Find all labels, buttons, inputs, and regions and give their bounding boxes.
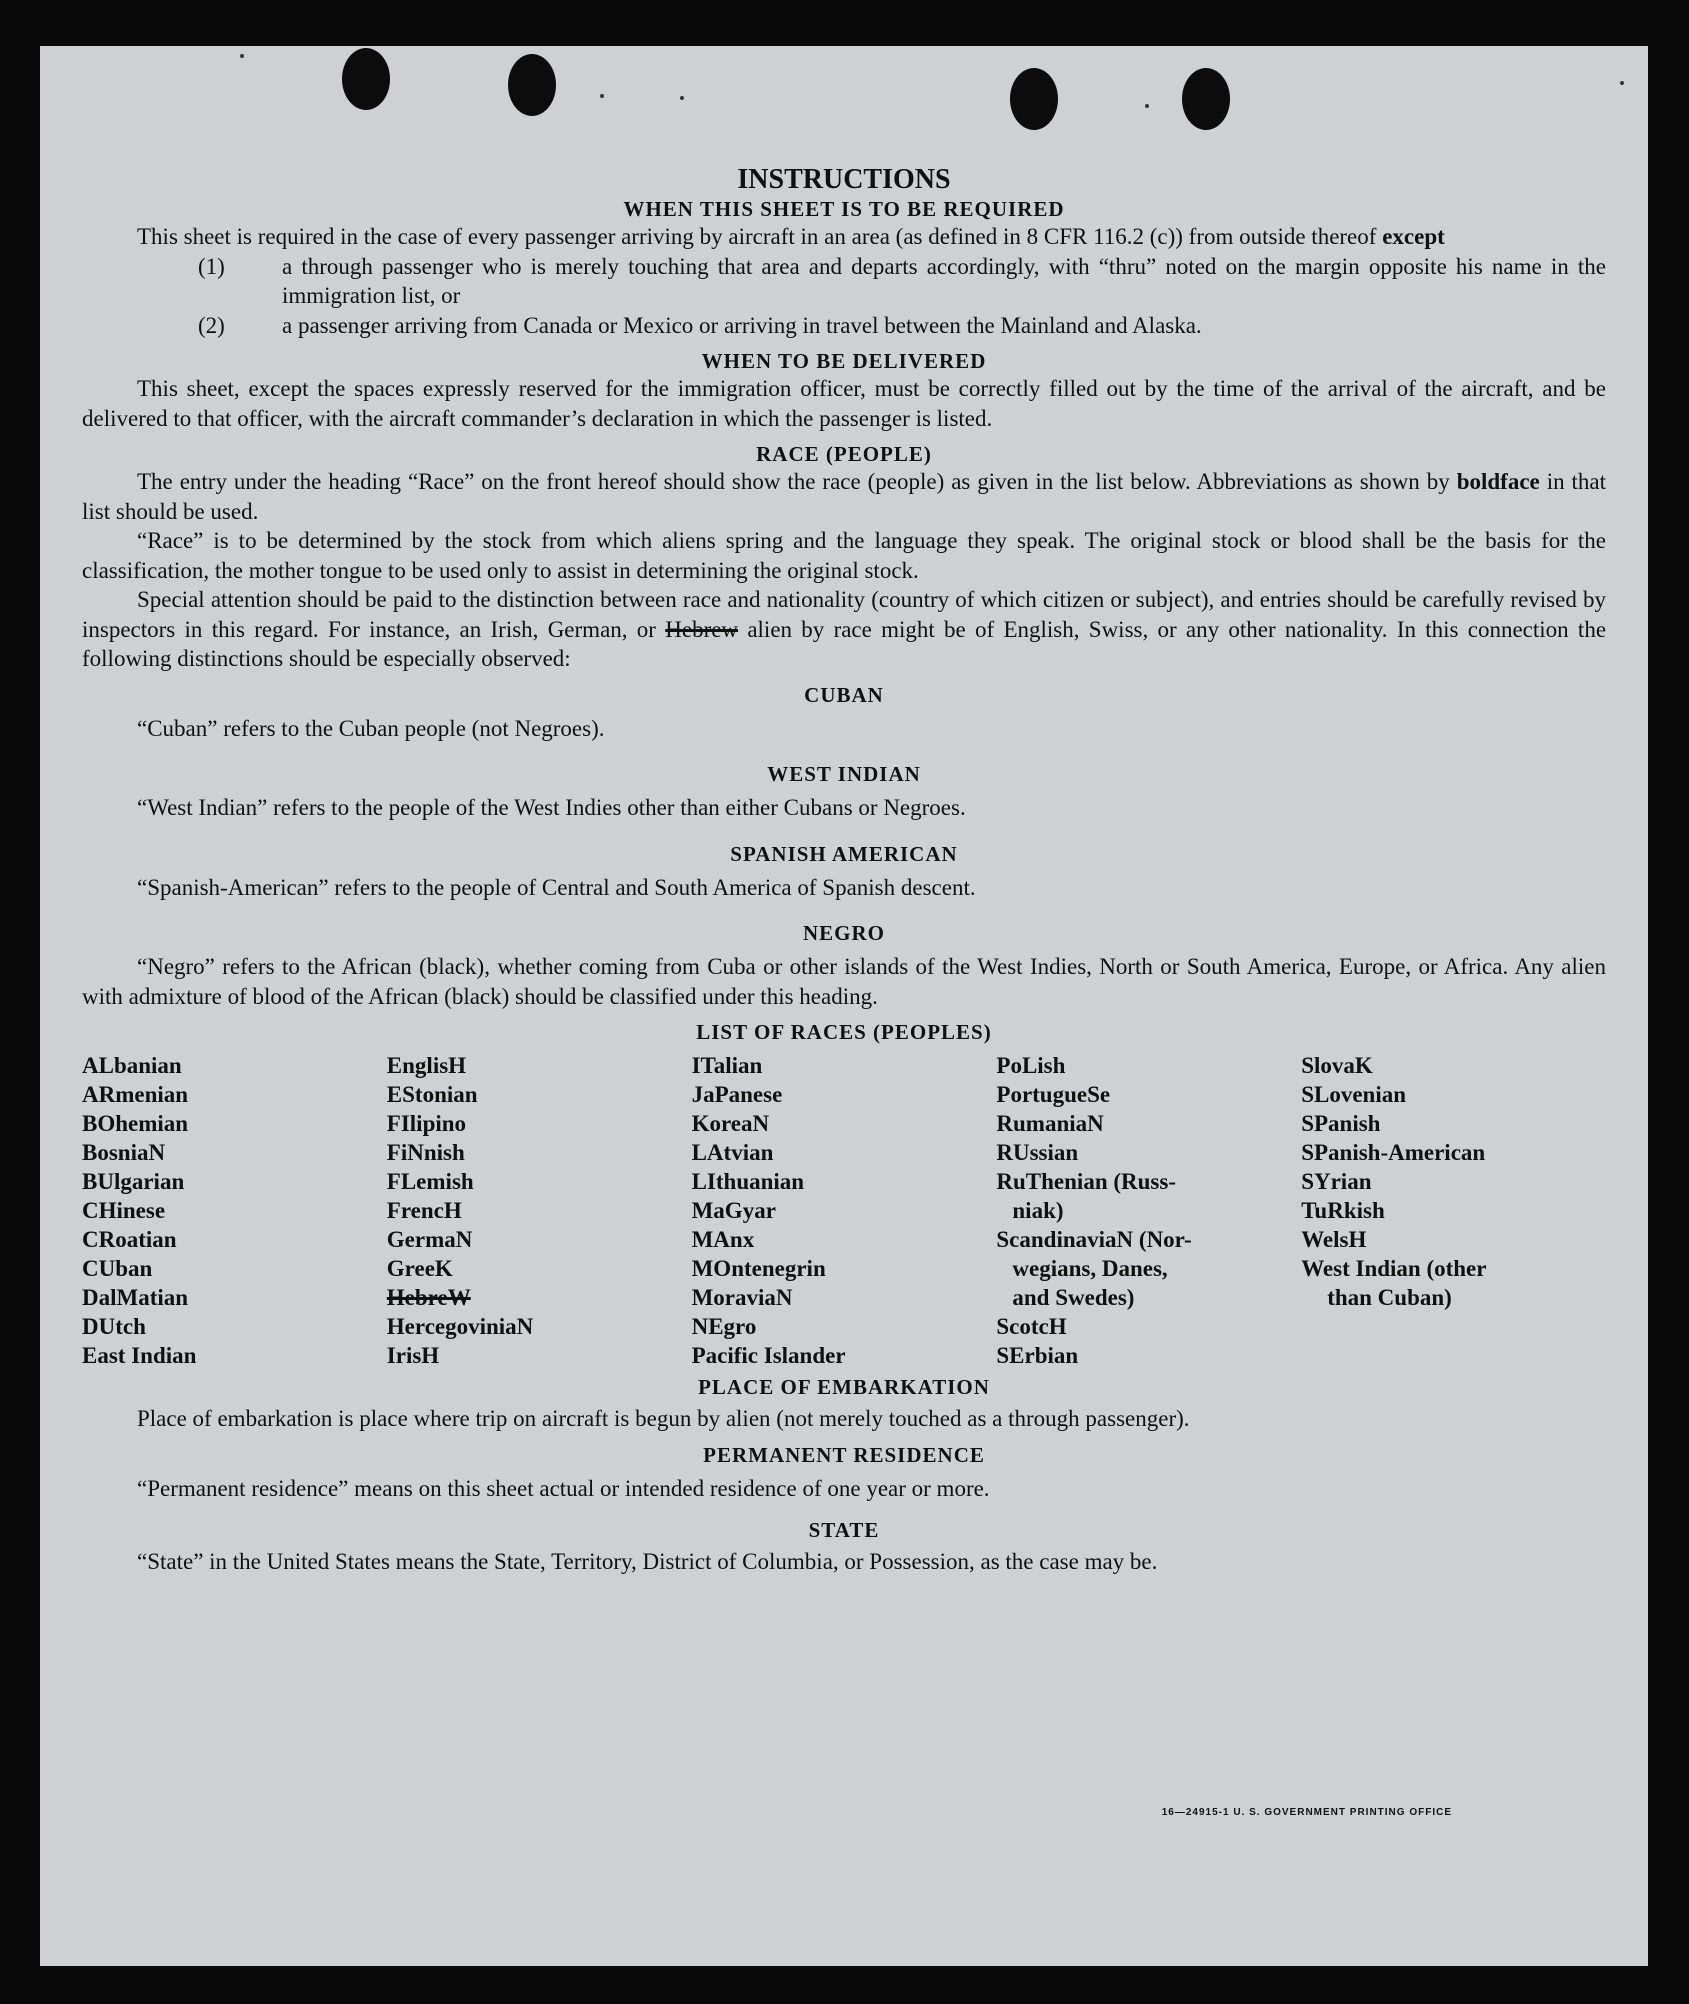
section-heading-negro: NEGRO bbox=[802, 921, 885, 945]
race-p1-a: The entry under the heading “Race” on the front hereof should show the race (people) as given in the list below. Abbreviations as shown by bbox=[137, 469, 1450, 494]
required-intro-bold: except bbox=[1382, 224, 1445, 249]
section-heading-cuban: CUBAN bbox=[804, 682, 884, 707]
cuban-text: “Cuban” refers to the Cuban people (not Negroes). bbox=[137, 715, 605, 741]
section-heading-embarkation: PLACE OF EMBARKATION bbox=[698, 1375, 990, 1399]
race-entry-continued: than Cuban) bbox=[1327, 1285, 1452, 1310]
printer-imprint: 16—24915-1 U. S. GOVERNMENT PRINTING OFFICE bbox=[1161, 1807, 1452, 1818]
race-paragraph-3 bbox=[82, 585, 1606, 674]
race-p1-b: in that list should be used. bbox=[82, 469, 1607, 524]
section-heading-spanish-american: SPANISH AMERICAN bbox=[730, 841, 958, 866]
required-intro bbox=[82, 222, 1606, 252]
race-entry: East Indian bbox=[82, 1343, 197, 1368]
race-entry: BUlgarian bbox=[82, 1169, 185, 1194]
speck bbox=[600, 94, 604, 98]
race-entry: SErbian bbox=[996, 1343, 1079, 1368]
race-entry: FIlipino bbox=[386, 1111, 467, 1136]
section-heading-delivered: WHEN TO BE DELIVERED bbox=[701, 349, 987, 373]
race-column bbox=[1301, 1051, 1606, 1370]
race-entry: ScotcH bbox=[996, 1314, 1067, 1339]
race-p3-b: alien by race might be of English, Swiss, or any other nationality. In this connection the following distinctions should be especially observed: bbox=[82, 616, 1607, 671]
race-entry: CUban bbox=[82, 1256, 153, 1281]
section-heading-required: WHEN THIS SHEET IS TO BE REQUIRED bbox=[623, 197, 1065, 221]
race-entry-continued: wegians, Danes, bbox=[1012, 1256, 1168, 1281]
race-entry: LIthuanian bbox=[691, 1169, 805, 1194]
race-entry: SPanish bbox=[1301, 1111, 1381, 1136]
race-entry: DUtch bbox=[82, 1314, 146, 1339]
race-entry: ITalian bbox=[691, 1053, 763, 1078]
race-column bbox=[996, 1051, 1301, 1370]
spanish-american-text: “Spanish-American” refers to the people of Central and South America of Spanish descent. bbox=[137, 874, 976, 900]
race-entry: EnglisH bbox=[386, 1053, 467, 1078]
section-heading-state: STATE bbox=[808, 1518, 880, 1542]
speck bbox=[240, 54, 244, 58]
race-entry: ALbanian bbox=[82, 1053, 182, 1078]
race-entry: CHinese bbox=[82, 1198, 166, 1223]
exception-number: (2) bbox=[198, 312, 225, 338]
race-entry: GermaN bbox=[386, 1227, 473, 1252]
race-entry: Pacific Islander bbox=[691, 1343, 846, 1368]
exception-text: a through passenger who is merely touching that area and departs accordingly, with “thru” noted on the margin opposite his name in the immigration list, or bbox=[282, 253, 1606, 308]
race-entry: MOntenegrin bbox=[691, 1256, 826, 1281]
race-entry-struck: HebreW bbox=[386, 1285, 471, 1310]
exception-text: a passenger arriving from Canada or Mexico or arriving in travel between the Mainland and Alaska. bbox=[282, 312, 1202, 338]
race-paragraph-2: “Race” is to be determined by the stock from which aliens spring and the language they speak. The original stock or blood shall be the basis for the classification, the mother tongue to be used only to assist in determining the original stock. bbox=[82, 528, 1606, 583]
exception-item bbox=[82, 311, 1606, 341]
race-column bbox=[692, 1051, 997, 1370]
race-entry: MaGyar bbox=[691, 1198, 776, 1223]
delivered-text: This sheet, except the spaces expressly reserved for the immigration officer, must be correctly filled out by the time of the arrival of the aircraft, and be delivered to that officer, with the aircraft commander’s declaration in which the passenger is listed. bbox=[82, 376, 1606, 431]
race-entry: MAnx bbox=[691, 1227, 755, 1252]
section-heading-race: RACE (PEOPLE) bbox=[756, 442, 932, 466]
punch-hole bbox=[342, 48, 390, 110]
race-entry: IrisH bbox=[386, 1343, 440, 1368]
race-entry: West Indian (other bbox=[1301, 1256, 1487, 1281]
race-entry: RUssian bbox=[996, 1140, 1079, 1165]
west-indian-text: “West Indian” refers to the people of the West Indies other than either Cubans or Negroes. bbox=[137, 795, 966, 820]
race-entry: FiNnish bbox=[386, 1140, 465, 1165]
section-heading-residence: PERMANENT RESIDENCE bbox=[703, 1442, 985, 1467]
race-entry: PoLish bbox=[996, 1053, 1066, 1078]
race-entry: SPanish-American bbox=[1301, 1140, 1486, 1165]
race-entry: JaPanese bbox=[691, 1082, 783, 1107]
race-entry: RuThenian (Russ- bbox=[996, 1169, 1176, 1194]
required-intro-text: This sheet is required in the case of every passenger arriving by aircraft in an area (as defined in 8 CFR 116.2 (c)) from outside thereof bbox=[137, 224, 1377, 249]
race-entry: EStonian bbox=[386, 1082, 478, 1107]
race-entry: BOhemian bbox=[82, 1111, 189, 1136]
punch-hole bbox=[508, 54, 556, 116]
speck bbox=[680, 96, 684, 100]
page-title: INSTRUCTIONS bbox=[737, 164, 951, 195]
race-column bbox=[387, 1051, 692, 1370]
section-heading-list: LIST OF RACES (PEOPLES) bbox=[696, 1020, 992, 1044]
race-entry: KoreaN bbox=[691, 1111, 770, 1136]
exception-list bbox=[82, 252, 1606, 341]
punch-hole bbox=[1010, 68, 1058, 130]
race-list bbox=[82, 1051, 1606, 1370]
residence-text: “Permanent residence” means on this sheet actual or intended residence of one year or more. bbox=[137, 1475, 990, 1501]
document-page bbox=[40, 46, 1648, 1966]
race-entry: SlovaK bbox=[1301, 1053, 1373, 1078]
race-entry: FLemish bbox=[386, 1169, 474, 1194]
race-entry: TuRkish bbox=[1301, 1198, 1385, 1223]
section-heading-west-indian: WEST INDIAN bbox=[767, 762, 921, 786]
race-entry: GreeK bbox=[386, 1256, 453, 1281]
race-entry: ScandinaviaN (Nor- bbox=[996, 1227, 1192, 1252]
race-p1-bold: boldface bbox=[1456, 469, 1540, 494]
race-entry: HercegoviniaN bbox=[386, 1314, 534, 1339]
embarkation-text: Place of embarkation is place where trip on aircraft is begun by alien (not merely touched as a through passenger). bbox=[137, 1406, 1190, 1431]
race-entry: PortugueSe bbox=[996, 1082, 1111, 1107]
race-entry: ARmenian bbox=[82, 1082, 189, 1107]
race-entry: RumaniaN bbox=[996, 1111, 1104, 1136]
speck bbox=[1620, 81, 1624, 85]
race-column bbox=[82, 1051, 387, 1370]
race-entry: CRoatian bbox=[82, 1227, 177, 1252]
race-entry-continued: and Swedes) bbox=[1012, 1285, 1135, 1310]
race-entry: NEgro bbox=[691, 1314, 757, 1339]
speck bbox=[1145, 104, 1149, 108]
race-entry: MoraviaN bbox=[691, 1285, 793, 1310]
negro-text: “Negro” refers to the African (black), whether coming from Cuba or other islands of the West Indies, North or South America, Europe, or Africa. Any alien with admixture of blood of the African (black) should be classified under this heading. bbox=[82, 954, 1606, 1009]
race-entry: FrencH bbox=[386, 1198, 462, 1223]
race-p3-a: Special attention should be paid to the distinction between race and nationality (country of which citizen or subject), and entries should be carefully revised by inspectors in this regard. For instance, an Irish, German, or bbox=[82, 587, 1606, 642]
exception-item bbox=[82, 252, 1606, 311]
punch-hole bbox=[1182, 68, 1230, 130]
race-paragraph-1 bbox=[82, 467, 1606, 526]
race-entry: SYrian bbox=[1301, 1169, 1372, 1194]
race-entry: LAtvian bbox=[691, 1140, 774, 1165]
struck-word: Hebrew bbox=[665, 616, 739, 642]
race-entry: BosniaN bbox=[82, 1140, 166, 1165]
state-text: “State” in the United States means the State, Territory, District of Columbia, or Possession, as the case may be. bbox=[137, 1549, 1158, 1574]
race-entry: WelsH bbox=[1301, 1227, 1367, 1252]
race-entry: SLovenian bbox=[1301, 1082, 1407, 1107]
race-entry-continued: niak) bbox=[1012, 1198, 1064, 1223]
exception-number: (1) bbox=[198, 253, 225, 279]
race-entry: DalMatian bbox=[82, 1285, 189, 1310]
